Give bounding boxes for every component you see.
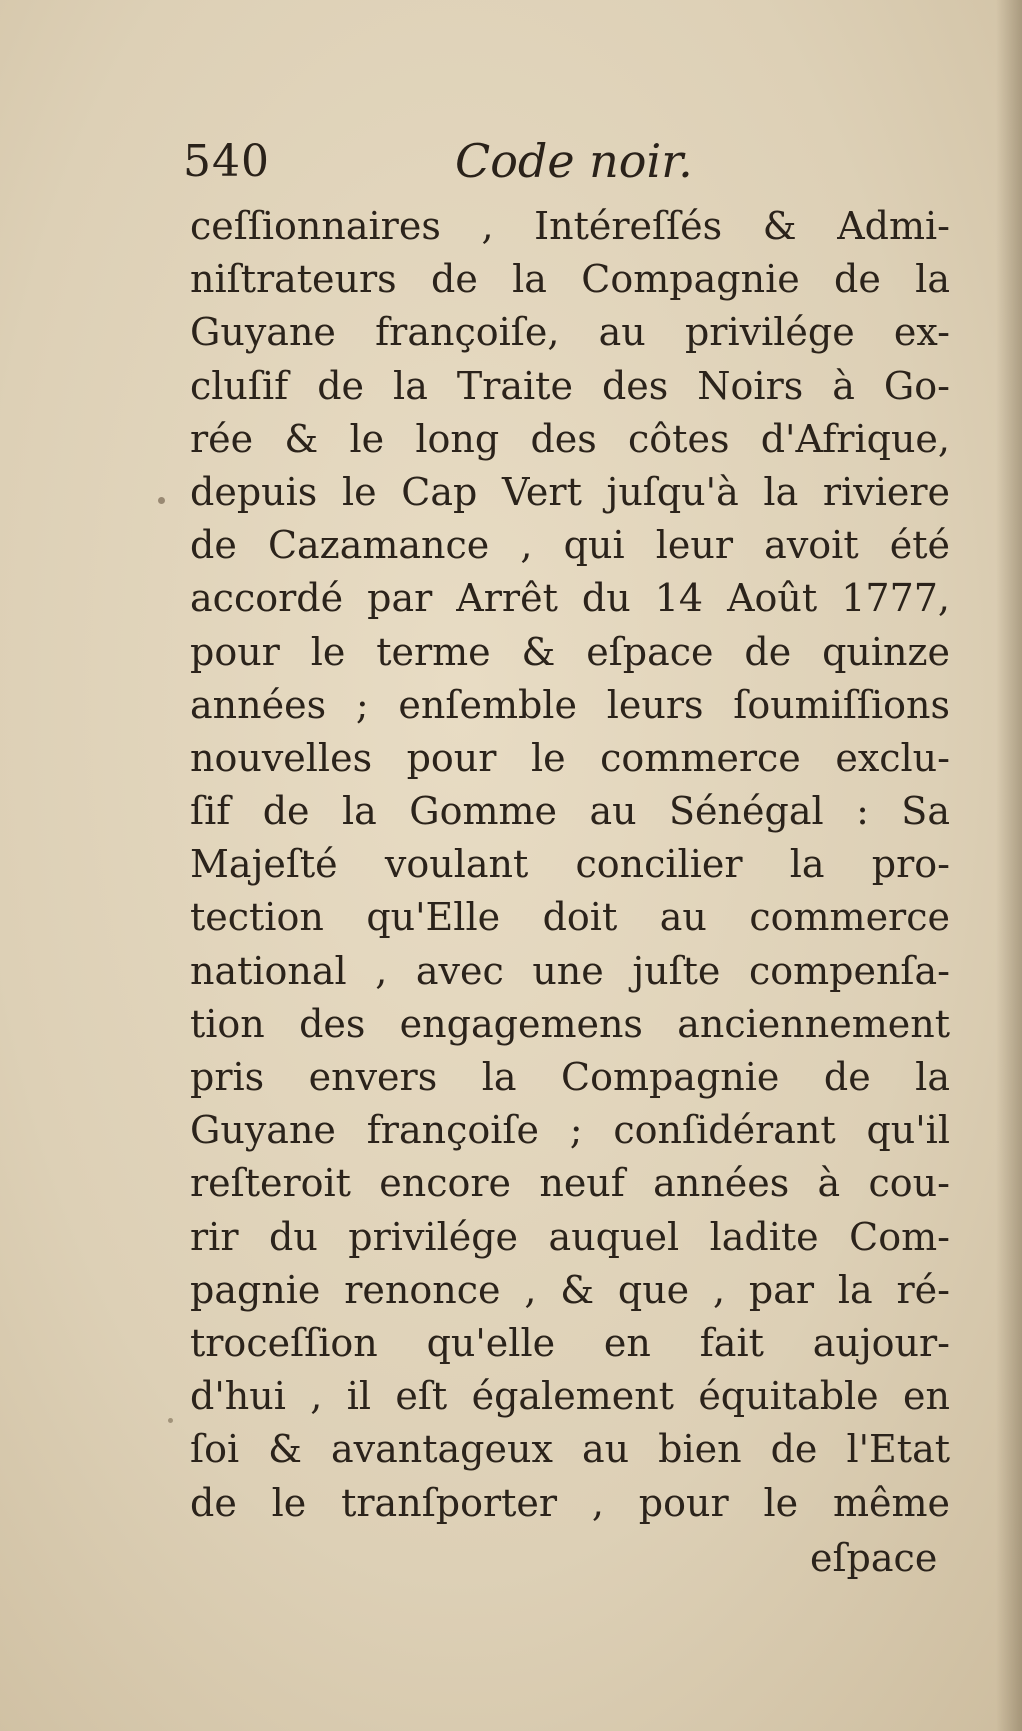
text-line: pris envers la Compagnie de la	[190, 1055, 950, 1099]
paper-foxing-spot	[158, 497, 165, 504]
text-line: pagnie renonce , & que , par la ré-	[190, 1267, 950, 1312]
text-line: années ; enſemble leurs ſoumiſſions	[190, 682, 950, 727]
text-line: ſif de la Gomme au Sénégal : Sa	[190, 789, 950, 834]
running-title: Code noir.	[455, 134, 693, 188]
text-line: ceſſionnaires , Intéreſſés & Admi-	[190, 204, 950, 248]
text-line: de le tranſporter , pour le même	[190, 1480, 950, 1525]
catchword: eſpace	[810, 1536, 938, 1580]
text-line: Majeſté voulant concilier la pro-	[190, 842, 950, 887]
text-line: troceſſion qu'elle en fait aujour-	[190, 1320, 950, 1365]
text-line: tection qu'Elle doit au commerce	[190, 895, 950, 940]
paper-foxing-spot	[168, 1418, 173, 1423]
text-line: Guyane françoiſe ; conſidérant qu'il	[190, 1108, 950, 1153]
text-line: tion des engagemens anciennement	[190, 1001, 950, 1046]
text-line: reſteroit encore neuf années à cou-	[190, 1161, 950, 1206]
text-line: rir du privilége auquel ladite Com-	[190, 1214, 950, 1259]
text-line: niſtrateurs de la Compagnie de la	[190, 257, 950, 302]
text-line: ſoi & avantageux au bien de l'Etat	[190, 1427, 950, 1472]
text-line: accordé par Arrêt du 14 Août 1777,	[190, 576, 950, 621]
text-line: depuis le Cap Vert juſqu'à la riviere	[190, 469, 950, 514]
page-number: 540	[183, 136, 270, 187]
text-line: pour le terme & eſpace de quinze	[190, 629, 950, 674]
text-line: Guyane françoiſe, au privilége ex-	[190, 310, 950, 355]
page-gutter-shadow	[996, 0, 1022, 1731]
text-line: d'hui , il eſt également équitable en	[190, 1374, 950, 1419]
text-line: de Cazamance , qui leur avoit été	[190, 523, 950, 568]
text-line: rée & le long des côtes d'Afrique,	[190, 416, 950, 461]
page-header	[183, 128, 953, 198]
text-line: national , avec une juſte compenſa-	[190, 948, 950, 993]
text-line: cluſif de la Traite des Noirs à Go-	[190, 363, 950, 408]
text-line: nouvelles pour le commerce exclu-	[190, 735, 950, 780]
body-text	[190, 200, 950, 1530]
